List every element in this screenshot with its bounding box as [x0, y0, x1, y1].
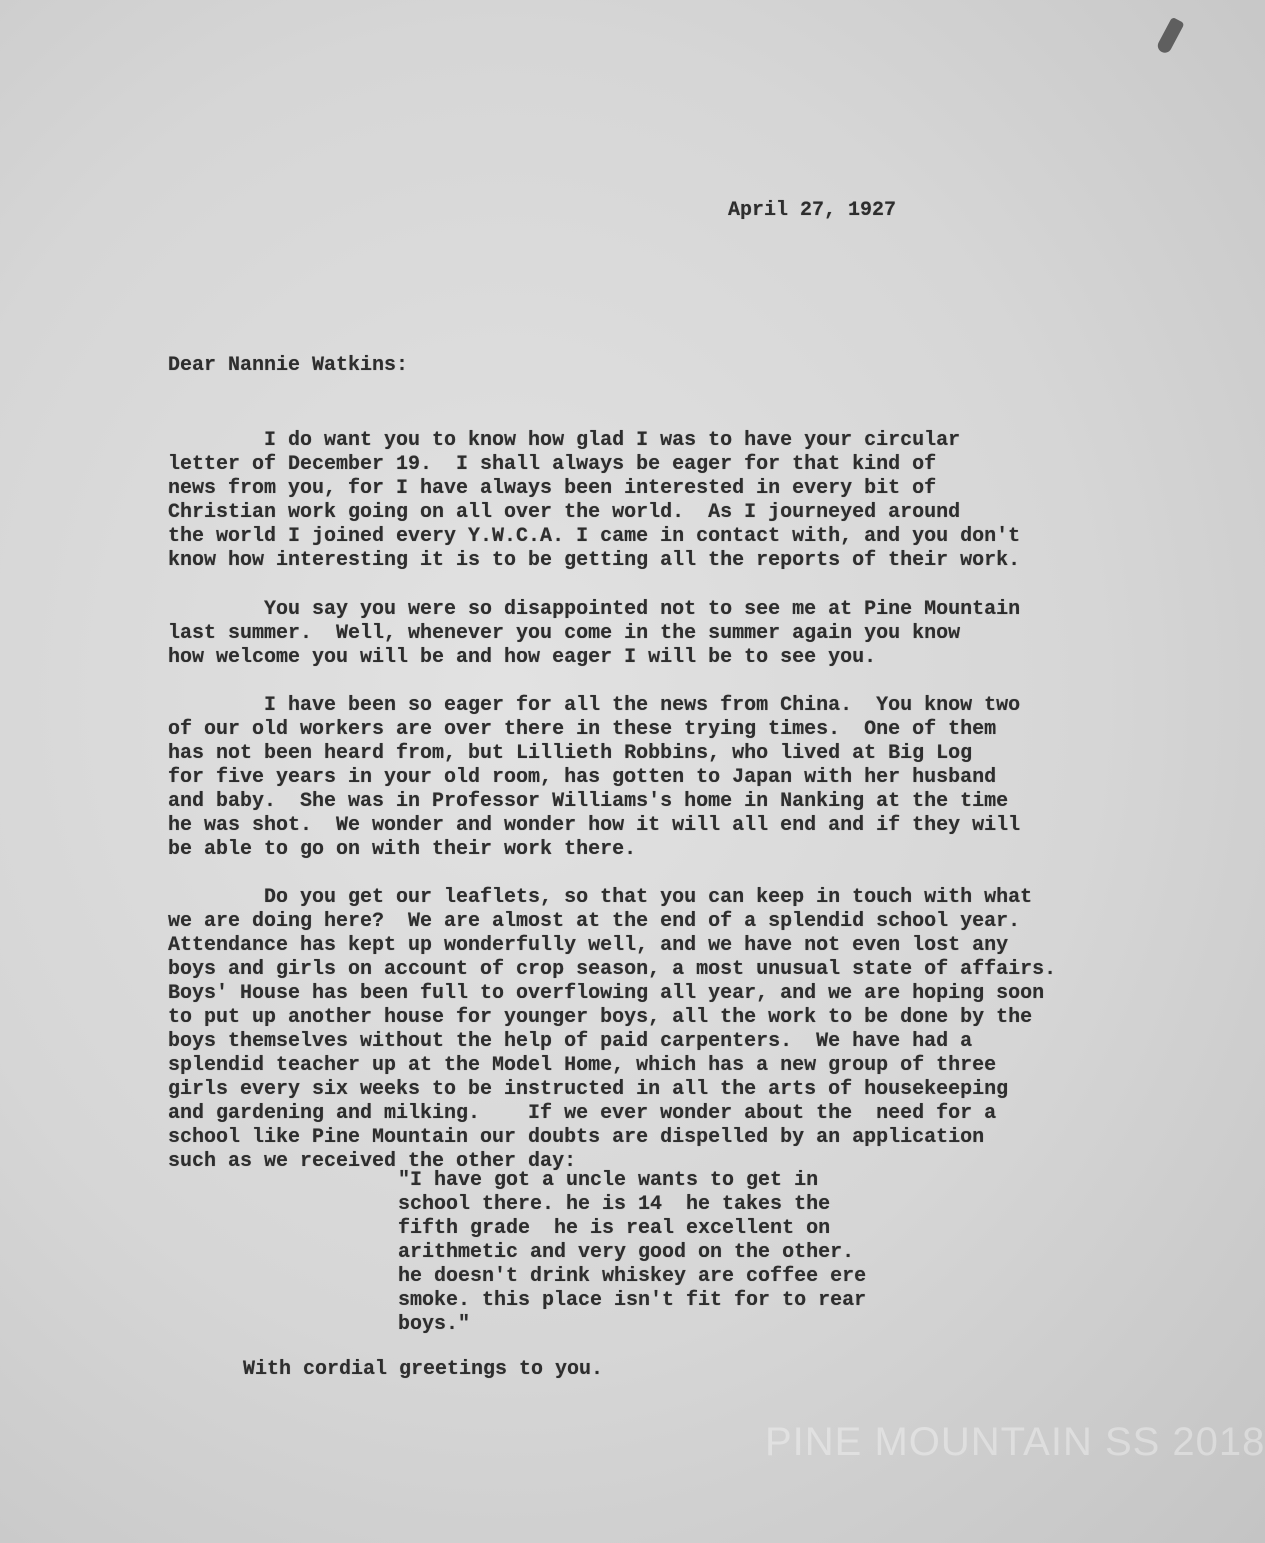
- quote-line: fifth grade he is real excellent on: [398, 1217, 831, 1240]
- paragraph-3-line: be able to go on with their work there.: [168, 838, 637, 861]
- paragraph-3-line: of our old workers are over there in these trying times. One of them: [168, 718, 997, 741]
- quote-line: he doesn't drink whiskey are coffee ere: [398, 1265, 867, 1288]
- paragraph-4-line: to put up another house for younger boys, all the work to be done by the: [168, 1006, 1033, 1029]
- paragraph-4-line: boys and girls on account of crop season, a most unusual state of affairs.: [168, 958, 1057, 981]
- paragraph-1-line: the world I joined every Y.W.C.A. I came in contact with, and you don't: [168, 525, 1021, 548]
- quote-line: arithmetic and very good on the other.: [398, 1241, 855, 1264]
- paragraph-1-line: letter of December 19. I shall always be eager for that kind of: [168, 453, 937, 476]
- quote-line: boys.": [398, 1313, 471, 1336]
- paragraph-2-line: last summer. Well, whenever you come in the summer again you know: [168, 622, 961, 645]
- pen-mark: [1155, 17, 1184, 55]
- paragraph-4-line: Attendance has kept up wonderfully well, and we have not even lost any: [168, 934, 1009, 957]
- quote-line: smoke. this place isn't fit for to rear: [398, 1289, 867, 1312]
- quote-line: school there. he is 14 he takes the: [398, 1193, 831, 1216]
- paragraph-4-line: girls every six weeks to be instructed in all the arts of housekeeping: [168, 1078, 1009, 1101]
- watermark: PINE MOUNTAIN SS 2018: [765, 1420, 1265, 1464]
- paragraph-4-line: school like Pine Mountain our doubts are dispelled by an application: [168, 1126, 985, 1149]
- closing: With cordial greetings to you.: [243, 1358, 604, 1381]
- salutation: Dear Nannie Watkins:: [168, 354, 409, 377]
- paragraph-3-line: and baby. She was in Professor Williams's home in Nanking at the time: [168, 790, 1009, 813]
- paragraph-1-line: know how interesting it is to be getting all the reports of their work.: [168, 549, 1021, 572]
- paragraph-4-line: boys themselves without the help of paid carpenters. We have had a: [168, 1030, 973, 1053]
- paragraph-4-line: we are doing here? We are almost at the end of a splendid school year.: [168, 910, 1021, 933]
- paragraph-3-line: he was shot. We wonder and wonder how it will all end and if they will: [168, 814, 1021, 837]
- paragraph-2-line: You say you were so disappointed not to see me at Pine Mountain: [168, 598, 1021, 621]
- paragraph-4-line: Do you get our leaflets, so that you can keep in touch with what: [168, 886, 1033, 909]
- paragraph-4-line: splendid teacher up at the Model Home, which has a new group of three: [168, 1054, 997, 1077]
- quote-line: "I have got a uncle wants to get in: [398, 1169, 819, 1192]
- paragraph-4-line: Boys' House has been full to overflowing all year, and we are hoping soon: [168, 982, 1045, 1005]
- paragraph-1-line: I do want you to know how glad I was to have your circular: [168, 429, 961, 452]
- paragraph-1-line: news from you, for I have always been interested in every bit of: [168, 477, 937, 500]
- paragraph-3-line: for five years in your old room, has gotten to Japan with her husband: [168, 766, 997, 789]
- paragraph-4-line: such as we received the other day:: [168, 1150, 577, 1173]
- letter-date: April 27, 1927: [728, 199, 897, 222]
- paragraph-1-line: Christian work going on all over the world. As I journeyed around: [168, 501, 961, 524]
- paragraph-4-line: and gardening and milking. If we ever wonder about the need for a: [168, 1102, 997, 1125]
- paragraph-2-line: how welcome you will be and how eager I will be to see you.: [168, 646, 877, 669]
- paragraph-3-line: I have been so eager for all the news from China. You know two: [168, 694, 1021, 717]
- paragraph-3-line: has not been heard from, but Lillieth Robbins, who lived at Big Log: [168, 742, 973, 765]
